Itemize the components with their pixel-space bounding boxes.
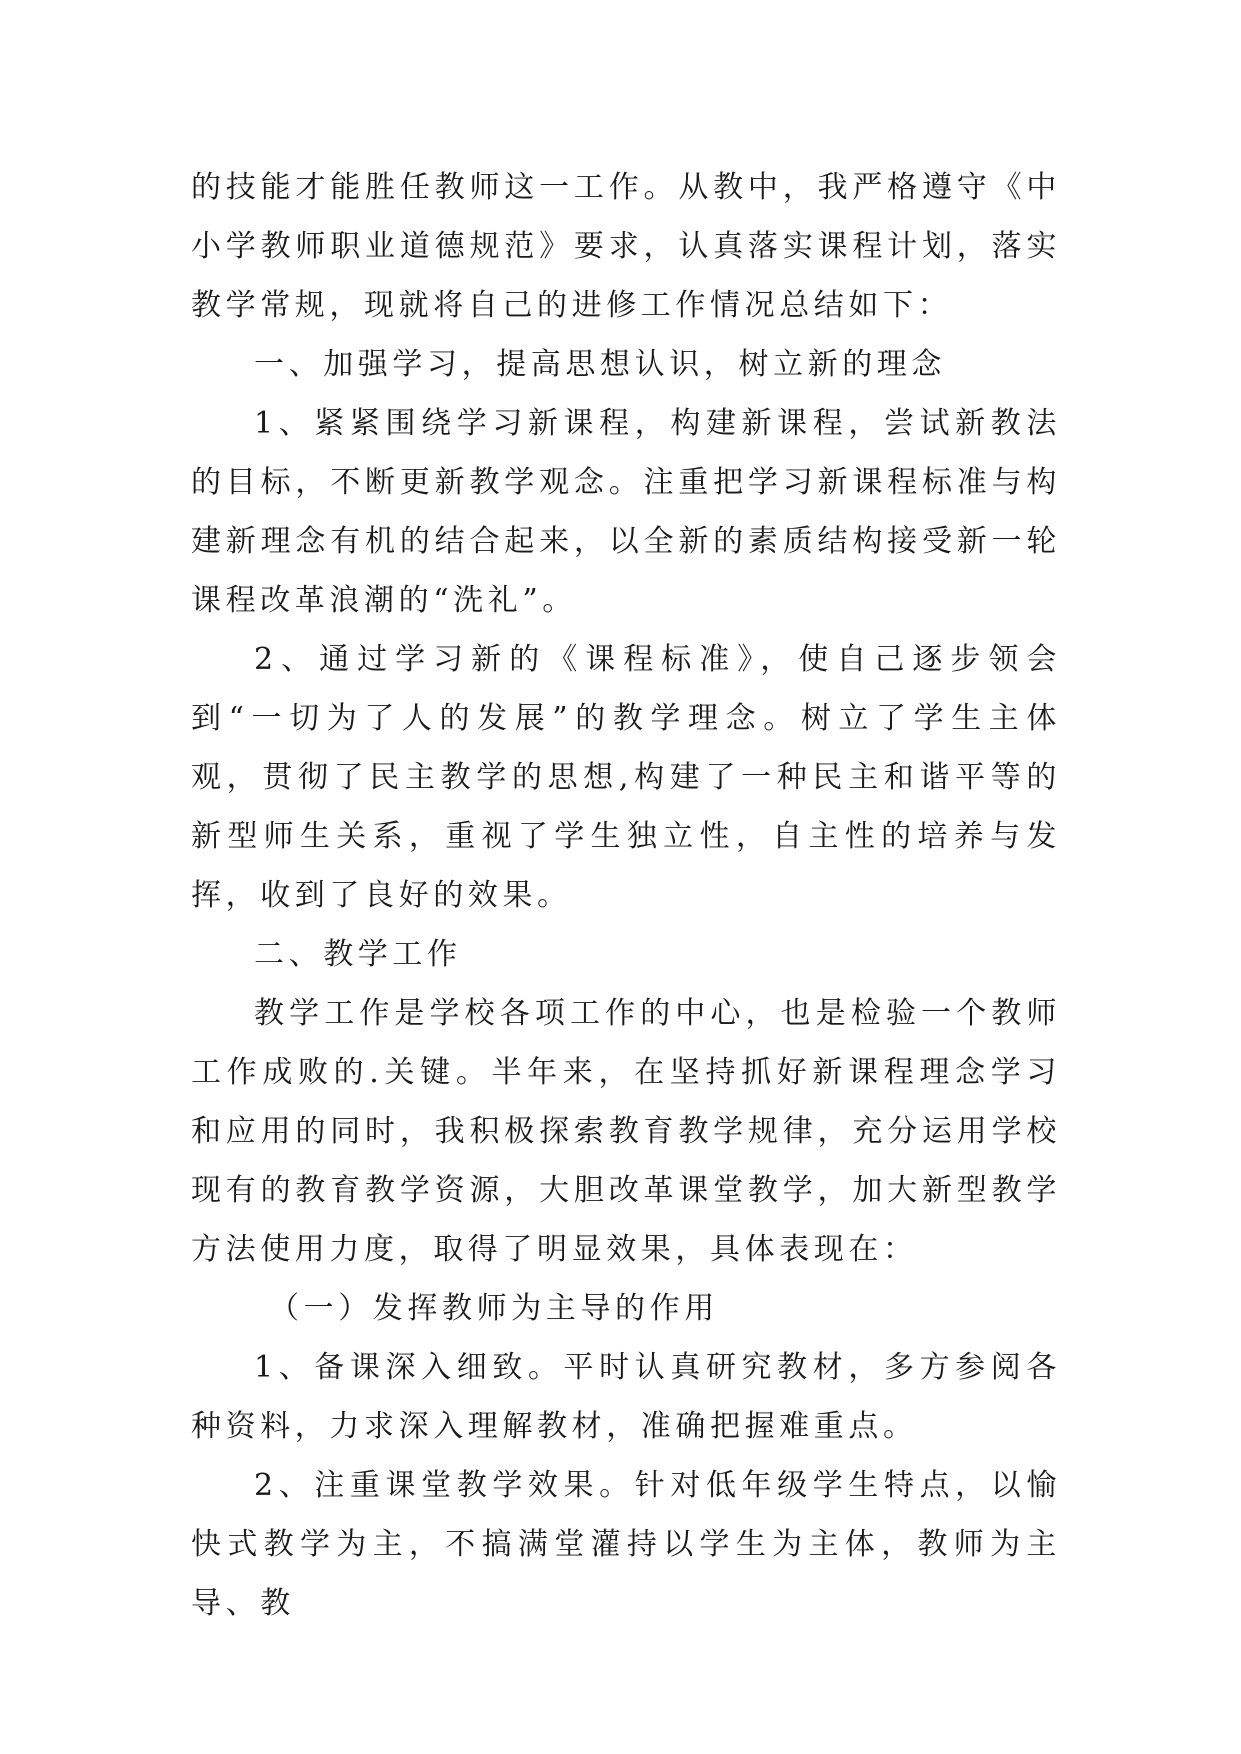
paragraph-1-1: 1、紧紧围绕学习新课程，构建新课程，尝试新教法的目标，不断更新教学观念。注重把学习新课程标准与构建新理念有机的结合起来，以全新的素质结构接受新一轮课程改革浪潮的“洗礼”。: [191, 406, 1061, 618]
paragraph-1-2: 2、通过学习新的《课程标准》，使自己逐步领会到“一切为了人的发展”的教学理念。树立了学生主体观，贯彻了民主教学的思想,构建了一种民主和谐平等的新型师生关系，重视了学生独立性，自主性的培养与发挥，收到了良好的效果。: [191, 642, 1061, 913]
section-heading-2: 二、教学工作: [254, 937, 462, 972]
paragraph-2-1-2: 2、注重课堂教学效果。针对低年级学生特点，以愉快式教学为主，不搞满堂灌持以学生为主体，教师为主导、教: [191, 1468, 1061, 1621]
paragraph-2-intro: 教学工作是学校各项工作的中心，也是检验一个教师工作成败的.关键。半年来，在坚持抓好新课程理念学习和应用的同时，我积极探索教育教学规律，充分运用学校现有的教育教学资源，大胆改革课堂教学，加大新型教学方法使用力度，取得了明显效果，具体表现在：: [191, 996, 1061, 1267]
subsection-heading-2-1: （一）发挥教师为主导的作用: [269, 1291, 719, 1326]
paragraph-2-1-1: 1、备课深入细致。平时认真研究教材，多方参阅各种资料，力求深入理解教材，准确把握难重点。: [191, 1350, 1061, 1444]
section-heading-1: 一、加强学习，提高思想认识，树立新的理念: [254, 347, 946, 382]
document-body: [191, 158, 1061, 1633]
paragraph-intro-continued: 的技能才能胜任教师这一工作。从教中，我严格遵守《中小学教师职业道德规范》要求，认真落实课程计划，落实教学常规，现就将自己的进修工作情况总结如下：: [191, 170, 1061, 323]
